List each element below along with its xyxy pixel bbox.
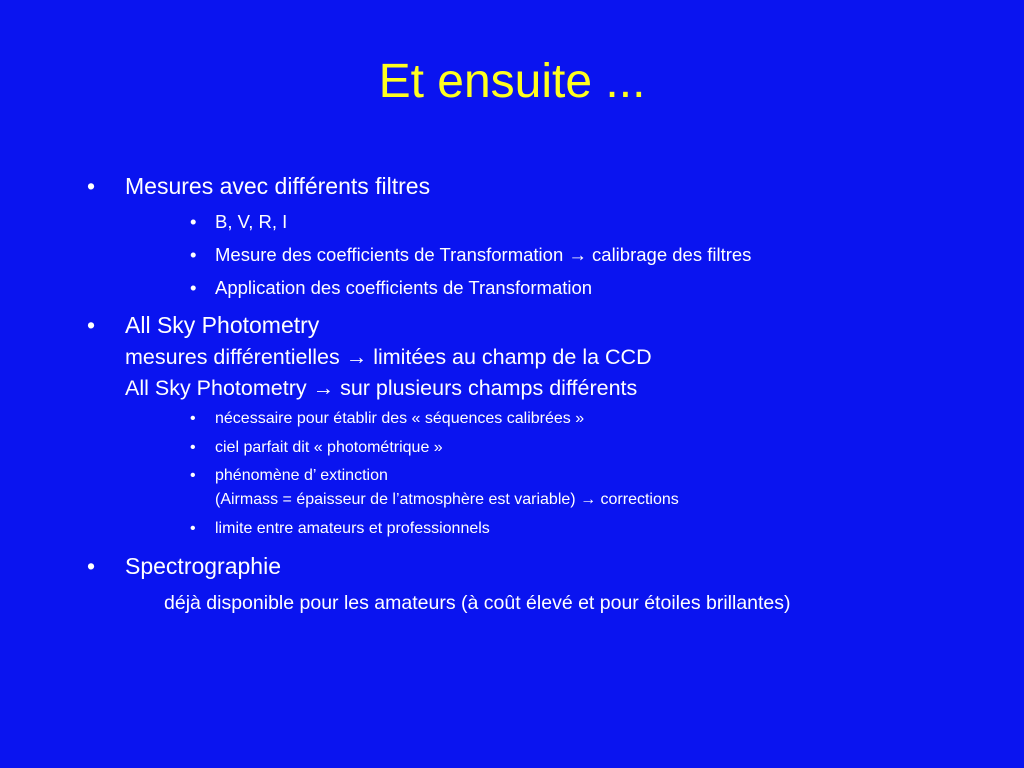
bullet-glyph: • [87, 553, 96, 579]
heading-spectrographie: Spectrographie [125, 553, 281, 579]
bullet-glyph: • [190, 211, 197, 232]
item-necessaire: nécessaire pour établir des « séquences calibrées » [215, 410, 585, 427]
arrow-right-icon: → [345, 345, 368, 369]
heading-all-sky: All Sky Photometry [125, 312, 320, 338]
item-text-before: Mesure des coefficients de Transformation [215, 244, 564, 265]
bullet-glyph: • [190, 244, 197, 265]
item-bvri: B, V, R, I [215, 211, 288, 232]
heading-mesures: Mesures avec différents filtres [125, 173, 431, 199]
bullet-glyph: • [190, 439, 196, 456]
line-text-after: limitées au champ de la CCD [373, 345, 652, 369]
item-ciel: ciel parfait dit « photométrique » [215, 439, 443, 456]
all-sky-line-2 [125, 342, 652, 372]
item-phenomene: phénomène d’ extinction [215, 467, 388, 484]
item-limite: limite entre amateurs et professionnels [215, 520, 490, 537]
bullet-glyph: • [87, 312, 96, 338]
bullet-glyph: • [87, 173, 96, 199]
arrow-right-icon: → [580, 491, 597, 508]
bullet-glyph: • [190, 467, 196, 484]
item-application-coefficients: Application des coefficients de Transformation [215, 277, 593, 298]
line-text-after: corrections [600, 491, 679, 508]
item-phenomene-line-2 [215, 489, 679, 511]
line-text-after: sur plusieurs champs différents [340, 376, 638, 400]
line-text-before: (Airmass = épaisseur de l’atmosphère est variable) [215, 491, 576, 508]
bullet-glyph: • [190, 520, 196, 537]
item-text-after: calibrage des filtres [592, 244, 752, 265]
arrow-right-icon: → [568, 244, 587, 265]
bullet-glyph: • [190, 410, 196, 427]
line-text-before: All Sky Photometry [125, 376, 307, 400]
arrow-right-icon: → [312, 376, 335, 400]
item-mesure-coefficients [215, 243, 751, 267]
all-sky-line-3 [125, 373, 637, 403]
line-text-before: mesures différentielles [125, 345, 340, 369]
slide-title: Et ensuite ... [378, 55, 646, 108]
bullet-glyph: • [190, 277, 197, 298]
spectrographie-detail: déjà disponible pour les amateurs (à coût élevé et pour étoiles brillantes) [164, 592, 791, 614]
